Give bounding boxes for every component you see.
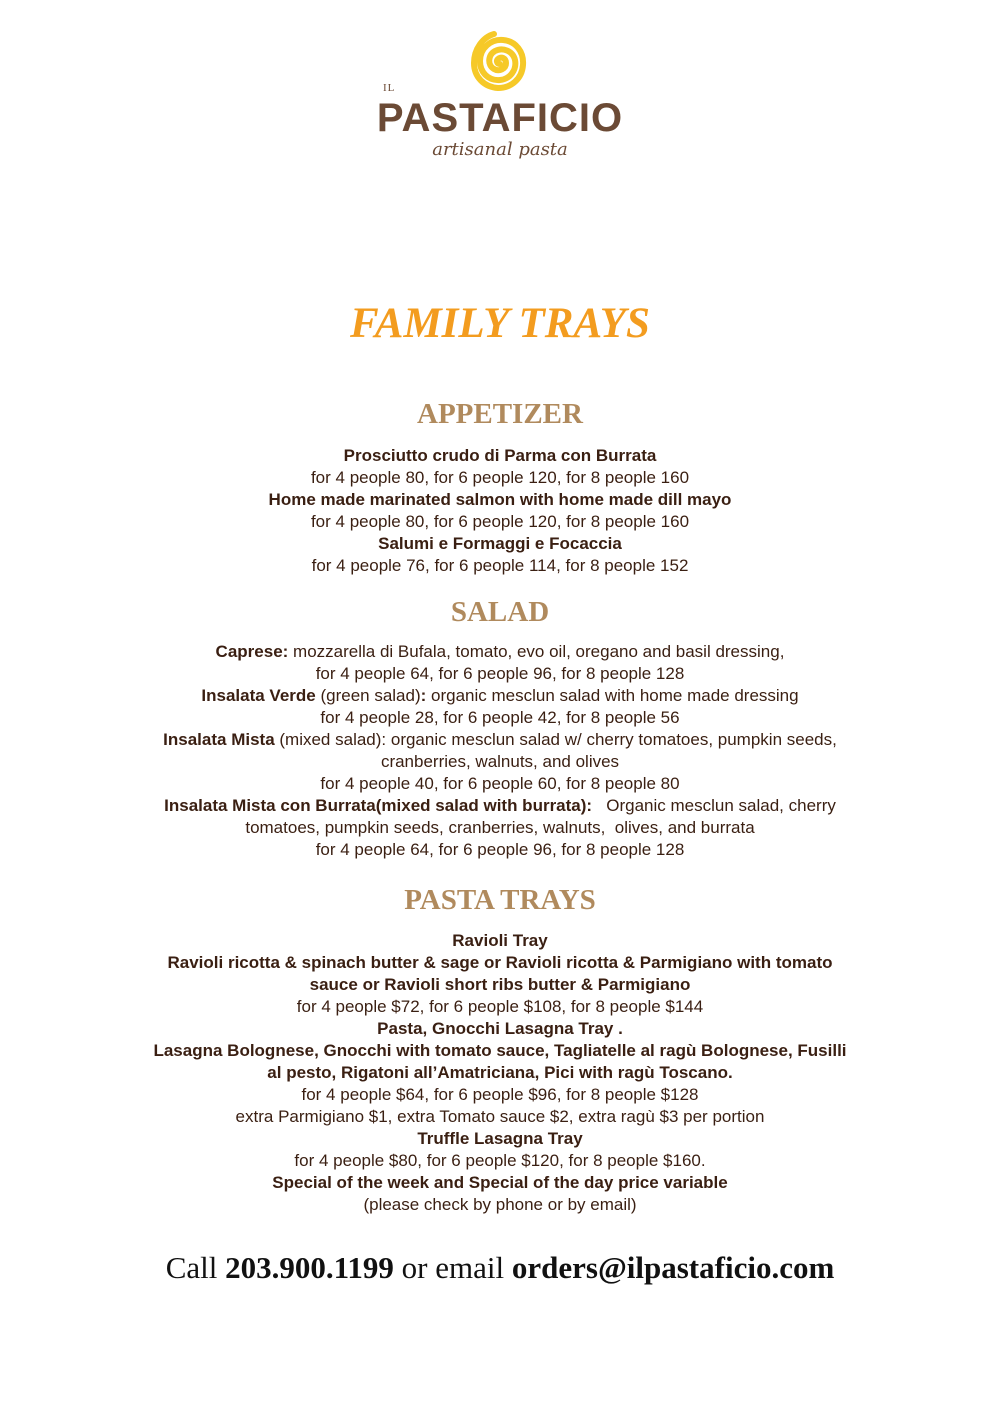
- contact-or-email-label: or email: [393, 1250, 512, 1285]
- special-note: (please check by phone or by email): [363, 1195, 637, 1214]
- page-title: FAMILY TRAYS: [350, 300, 650, 347]
- logo-tagline: artisanal pasta: [432, 139, 568, 160]
- contact-line: [0, 1252, 1000, 1283]
- gnocchi-tray-desc: Lasagna Bolognese, Gnocchi with tomato sauce, Tagliatelle al ragù Bolognese, Fusilli: [153, 1041, 847, 1060]
- salad-item-price: for 4 people 28, for 6 people 42, for 8 people 56: [320, 708, 680, 727]
- appetizer-item-name: Prosciutto crudo di Parma con Burrata: [343, 446, 657, 465]
- salad-item-desc: Organic mesclun salad, cherry: [592, 796, 836, 815]
- appetizer-item-name: Home made marinated salmon with home made dill mayo: [268, 490, 732, 509]
- appetizer-item-price: for 4 people 76, for 6 people 114, for 8 people 152: [311, 556, 689, 575]
- salad-item-colon: :: [420, 686, 427, 705]
- salad-item-name: Caprese:: [215, 642, 289, 661]
- logo-il: IL: [383, 82, 396, 94]
- salad-item-desc: mozzarella di Bufala, tomato, evo oil, oregano and basil dressing,: [288, 642, 785, 661]
- salad-item-desc: tomatoes, pumpkin seeds, cranberries, walnuts, olives, and burrata: [245, 818, 755, 837]
- appetizer-section: [80, 400, 920, 577]
- truffle-tray-price: for 4 people $80, for 6 people $120, for 8 people $160.: [294, 1151, 706, 1170]
- extras-line: extra Parmigiano $1, extra Tomato sauce $2, extra ragù $3 per portion: [235, 1107, 765, 1126]
- salad-item-desc: organic mesclun salad with home made dressing: [426, 686, 799, 705]
- logo-name: PASTAFICIO: [376, 96, 624, 140]
- contact-call-label: Call: [165, 1250, 226, 1285]
- ravioli-tray-price: for 4 people $72, for 6 people $108, for 8 people $144: [296, 997, 704, 1016]
- special-line: Special of the week and Special of the day price variable: [272, 1173, 728, 1192]
- salad-item-price: for 4 people 40, for 6 people 60, for 8 people 80: [320, 774, 680, 793]
- phone-number[interactable]: 203.900.1199: [225, 1250, 394, 1285]
- salad-item-name: Insalata Mista: [163, 730, 275, 749]
- salad-item-name: Insalata Mista con Burrata(mixed salad with burrata):: [164, 796, 593, 815]
- truffle-tray-name: Truffle Lasagna Tray: [417, 1129, 583, 1148]
- gnocchi-tray-desc: al pesto, Rigatoni all’Amatriciana, Pici with ragù Toscano.: [267, 1063, 733, 1082]
- ravioli-tray-name: Ravioli Tray: [452, 931, 548, 950]
- pasta-heading: PASTA TRAYS: [404, 884, 596, 916]
- salad-item-price: for 4 people 64, for 6 people 96, for 8 people 128: [315, 664, 685, 683]
- salad-heading: SALAD: [450, 596, 550, 628]
- gnocchi-tray-price: for 4 people $64, for 6 people $96, for 8 people $128: [301, 1085, 699, 1104]
- salad-item: [80, 795, 920, 817]
- appetizer-item-price: for 4 people 80, for 6 people 120, for 8 people 160: [310, 512, 690, 531]
- salad-item: [80, 641, 920, 663]
- appetizer-item-price: for 4 people 80, for 6 people 120, for 8 people 160: [310, 468, 690, 487]
- appetizer-item-name: Salumi e Formaggi e Focaccia: [378, 534, 622, 553]
- ravioli-tray-desc: Ravioli ricotta & spinach butter & sage or Ravioli ricotta & Parmigiano with tomato: [167, 953, 833, 972]
- salad-item-desc: (mixed salad): organic mesclun salad w/ cherry tomatoes, pumpkin seeds,: [274, 730, 837, 749]
- salad-item: [80, 729, 920, 751]
- salad-item-name: Insalata Verde: [201, 686, 316, 705]
- pasta-section: [80, 886, 920, 1216]
- email-address[interactable]: orders@ilpastaficio.com: [511, 1250, 835, 1285]
- salad-item: [80, 685, 920, 707]
- logo: [0, 22, 1000, 102]
- gnocchi-tray-name: Pasta, Gnocchi Lasagna Tray .: [377, 1019, 623, 1038]
- salad-item-desc: (green salad): [315, 686, 421, 705]
- salad-section: [80, 598, 920, 861]
- salad-item-desc: cranberries, walnuts, and olives: [380, 752, 620, 771]
- ravioli-tray-desc: sauce or Ravioli short ribs butter & Parmigiano: [309, 975, 691, 994]
- appetizer-heading: APPETIZER: [417, 398, 583, 430]
- swirl-logo-icon: [460, 22, 540, 102]
- salad-item-price: for 4 people 64, for 6 people 96, for 8 people 128: [315, 840, 685, 859]
